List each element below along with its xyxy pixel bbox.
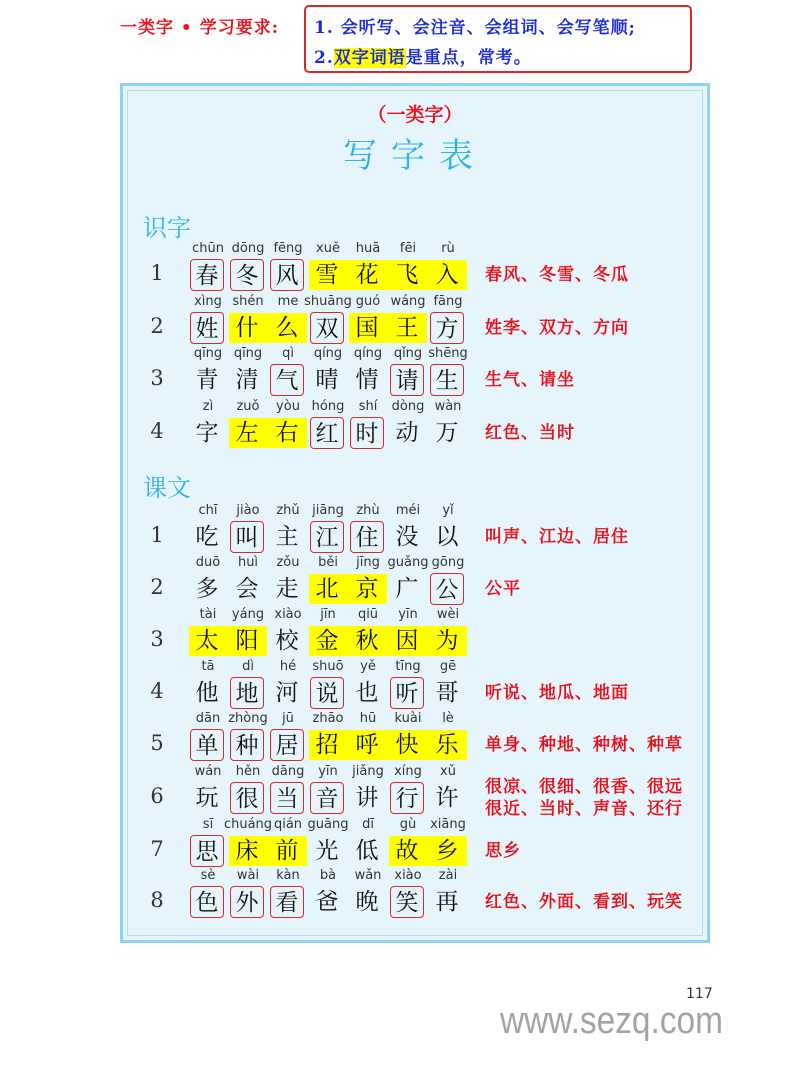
row-number: 8 (150, 888, 164, 912)
pinyin: xiào (394, 868, 422, 883)
example-words-line: 很近、当时、声音、还行 (485, 799, 683, 819)
boxed-character: 色 (190, 886, 224, 918)
pinyin: xíng (394, 764, 422, 779)
character: 床 (235, 838, 259, 864)
character: 北 (315, 576, 339, 602)
example-words-line: 姓李、双方、方向 (485, 318, 629, 338)
character: 动 (395, 420, 419, 446)
character: 晚 (355, 889, 379, 915)
example-words (485, 776, 683, 820)
watermark: www.sezq.com (500, 1000, 723, 1042)
row-number: 5 (150, 731, 164, 755)
character: 光 (315, 838, 339, 864)
pinyin: chūn (192, 241, 224, 256)
example-words (485, 891, 683, 913)
pinyin: tā (201, 659, 215, 674)
pinyin: kuài (394, 711, 422, 726)
pinyin: duō (195, 555, 221, 570)
boxed-character: 春 (190, 259, 224, 291)
pinyin: hū (359, 711, 377, 726)
character: 阳 (235, 628, 259, 654)
pinyin: kàn (276, 868, 300, 883)
row-number: 2 (150, 575, 164, 599)
character: 校 (275, 628, 299, 654)
pinyin: méi (395, 503, 421, 518)
pinyin: huì (237, 555, 259, 570)
row-number: 4 (150, 679, 164, 703)
section-heading: 识字 (143, 214, 191, 242)
pinyin: qián (273, 817, 303, 832)
pinyin: wáng (390, 294, 426, 309)
pinyin: jiǎng (352, 764, 384, 779)
pinyin: yáng (231, 607, 265, 622)
pinyin: xiào (274, 607, 302, 622)
example-words (485, 840, 521, 862)
character: 么 (275, 315, 299, 341)
example-words-line: 红色、外面、看到、玩笑 (485, 892, 683, 912)
character: 入 (435, 262, 459, 288)
example-words (485, 526, 629, 548)
pinyin: xǔ (440, 764, 456, 779)
character: 飞 (395, 262, 419, 288)
panel-subtitle: （一类字） (367, 104, 463, 126)
pinyin: zài (438, 868, 458, 883)
boxed-character: 住 (350, 521, 384, 553)
pinyin: yǐ (442, 503, 454, 518)
section-heading: 课文 (143, 474, 191, 502)
character: 爸 (315, 889, 339, 915)
requirement-number: 1. (314, 18, 334, 38)
page-title: 写字表 (343, 136, 487, 176)
row-number: 1 (150, 523, 164, 547)
example-words-line: 生气、请坐 (485, 370, 575, 390)
pinyin: sī (202, 817, 214, 832)
pinyin: rù (441, 241, 455, 256)
pinyin: zuǒ (236, 399, 260, 414)
pinyin: gē (439, 659, 457, 674)
pinyin: zǒu (276, 555, 300, 570)
boxed-character: 外 (230, 886, 264, 918)
boxed-character: 种 (230, 729, 264, 761)
pinyin: me (277, 294, 299, 309)
character: 吃 (195, 524, 219, 550)
requirement-number: 2. (314, 48, 334, 68)
boxed-character: 方 (430, 312, 464, 344)
pinyin: qīng (233, 346, 263, 361)
character: 什 (235, 315, 259, 341)
boxed-character: 笑 (390, 886, 424, 918)
example-words-line: 红色、当时 (485, 423, 575, 443)
character: 哥 (435, 680, 459, 706)
pinyin: qīng (193, 346, 223, 361)
pinyin: běi (318, 555, 338, 570)
example-words (485, 422, 575, 444)
example-words-line: 单身、种地、种树、种草 (485, 735, 683, 755)
character: 国 (355, 315, 379, 341)
example-words-line: 很凉、很细、很香、很远 (485, 777, 683, 797)
pinyin: wài (236, 868, 260, 883)
character: 许 (435, 785, 459, 811)
pinyin: wǎn (354, 868, 382, 883)
boxed-character: 冬 (230, 259, 264, 291)
character: 讲 (355, 785, 379, 811)
pinyin: zhǔ (276, 503, 300, 518)
character: 王 (395, 315, 419, 341)
character: 他 (195, 680, 219, 706)
example-words (485, 578, 521, 600)
requirement-text: 会听写、会注音、会组词、会写笔顺; (340, 18, 636, 38)
character: 河 (275, 680, 299, 706)
boxed-character: 音 (310, 782, 344, 814)
requirement-2 (314, 43, 532, 68)
example-words (485, 682, 629, 704)
pinyin: qíng (313, 346, 343, 361)
character: 雪 (315, 262, 339, 288)
pinyin: shuāng (304, 294, 352, 309)
character: 也 (355, 680, 379, 706)
example-words (485, 369, 575, 391)
pinyin: dòng (391, 399, 425, 414)
pinyin: xiāng (430, 817, 466, 832)
pinyin: wàn (434, 399, 462, 414)
character: 情 (355, 367, 379, 393)
boxed-character: 姓 (190, 312, 224, 344)
requirements-label: 一类字 • 学习要求: (120, 18, 279, 38)
pinyin: chuáng (223, 817, 273, 832)
boxed-character: 公 (430, 573, 464, 605)
row-number: 6 (150, 784, 164, 808)
boxed-character: 很 (230, 782, 264, 814)
pinyin: tīng (395, 659, 421, 674)
pinyin: guāng (307, 817, 349, 832)
character: 再 (435, 889, 459, 915)
character: 因 (395, 628, 419, 654)
pinyin: yīn (398, 607, 418, 622)
character: 青 (195, 367, 219, 393)
boxed-character: 请 (390, 364, 424, 396)
pinyin: shí (358, 399, 378, 414)
row-number: 3 (150, 627, 164, 651)
character: 走 (275, 576, 299, 602)
pinyin: fēng (273, 241, 303, 256)
pinyin: zhù (356, 503, 380, 518)
boxed-character: 双 (310, 312, 344, 344)
example-words-line: 思乡 (485, 841, 521, 861)
example-words-line: 叫声、江边、居住 (485, 527, 629, 547)
pinyin: jīn (320, 607, 336, 622)
character: 太 (195, 628, 219, 654)
example-words (485, 264, 629, 286)
boxed-character: 叫 (230, 521, 264, 553)
character: 主 (275, 524, 299, 550)
character: 万 (435, 420, 459, 446)
example-words-line: 听说、地瓜、地面 (485, 683, 629, 703)
pinyin: jiāng (312, 503, 344, 518)
pinyin: jū (282, 711, 294, 726)
character: 左 (235, 420, 259, 446)
row-number: 3 (150, 366, 164, 390)
character: 乐 (435, 732, 459, 758)
character: 以 (435, 524, 459, 550)
character: 前 (275, 838, 299, 864)
pinyin: xuě (316, 241, 340, 256)
writing-table-panel (120, 83, 710, 943)
pinyin: zhāo (312, 711, 344, 726)
pinyin: dōng (231, 241, 265, 256)
pinyin: qǐng (393, 346, 423, 361)
pinyin: fāng (433, 294, 463, 309)
pinyin: dì (242, 659, 254, 674)
page-number: 117 (686, 986, 713, 1002)
character: 招 (315, 732, 339, 758)
row-number: 7 (150, 837, 164, 861)
pinyin: yīn (318, 764, 338, 779)
pinyin: shuō (312, 659, 344, 674)
character: 清 (235, 367, 259, 393)
character: 玩 (195, 785, 219, 811)
character: 京 (355, 576, 379, 602)
character: 金 (315, 628, 339, 654)
example-words-line: 春风、冬雪、冬瓜 (485, 265, 629, 285)
character: 花 (355, 262, 379, 288)
character: 多 (195, 576, 219, 602)
pinyin: fēi (399, 241, 417, 256)
pinyin: hé (279, 659, 297, 674)
pinyin: shén (232, 294, 264, 309)
row-number: 2 (150, 314, 164, 338)
pinyin: shēng (428, 346, 468, 361)
boxed-character: 当 (270, 782, 304, 814)
pinyin: tài (199, 607, 217, 622)
boxed-character: 思 (190, 835, 224, 867)
boxed-character: 行 (390, 782, 424, 814)
pinyin: wèi (436, 607, 460, 622)
pinyin: qíng (353, 346, 383, 361)
pinyin: gōng (431, 555, 465, 570)
requirement-highlight: 双字词语 (333, 48, 406, 68)
character: 没 (395, 524, 419, 550)
pinyin: qiū (357, 607, 379, 622)
pinyin: zì (202, 399, 214, 414)
pinyin: qì (282, 346, 294, 361)
character: 广 (395, 576, 419, 602)
boxed-character: 居 (270, 729, 304, 761)
character: 秋 (355, 628, 379, 654)
pinyin: guó (355, 294, 381, 309)
pinyin: lè (442, 711, 454, 726)
boxed-character: 看 (270, 886, 304, 918)
character: 快 (395, 732, 419, 758)
boxed-character: 风 (270, 259, 304, 291)
pinyin: jīng (356, 555, 380, 570)
character: 右 (275, 420, 299, 446)
character: 字 (195, 420, 219, 446)
boxed-character: 说 (310, 677, 344, 709)
pinyin: chī (198, 503, 218, 518)
pinyin: gù (399, 817, 417, 832)
boxed-character: 生 (430, 364, 464, 396)
row-number: 4 (150, 419, 164, 443)
character: 乡 (435, 838, 459, 864)
character: 会 (235, 576, 259, 602)
character: 为 (435, 628, 459, 654)
pinyin: hěn (235, 764, 261, 779)
pinyin: yòu (276, 399, 300, 414)
pinyin: dī (362, 817, 374, 832)
boxed-character: 时 (350, 417, 384, 449)
pinyin: jiào (236, 503, 260, 518)
pinyin: bà (319, 868, 337, 883)
character: 故 (395, 838, 419, 864)
pinyin: wán (194, 764, 222, 779)
boxed-character: 地 (230, 677, 264, 709)
pinyin: hóng (311, 399, 345, 414)
boxed-character: 红 (310, 417, 344, 449)
pinyin: yě (360, 659, 376, 674)
requirements-box (304, 5, 692, 73)
character: 呼 (355, 732, 379, 758)
pinyin: guǎng (387, 555, 429, 570)
boxed-character: 单 (190, 729, 224, 761)
example-words-line: 公平 (485, 579, 521, 599)
example-words (485, 317, 629, 339)
pinyin: sè (200, 868, 216, 883)
requirement-text: 是重点，常考。 (405, 48, 532, 68)
pinyin: dāng (271, 764, 305, 779)
character: 低 (355, 838, 379, 864)
row-number: 1 (150, 261, 164, 285)
boxed-character: 江 (310, 521, 344, 553)
pinyin: dān (195, 711, 221, 726)
boxed-character: 气 (270, 364, 304, 396)
character: 晴 (315, 367, 339, 393)
boxed-character: 听 (390, 677, 424, 709)
pinyin: huā (355, 241, 381, 256)
requirement-1 (314, 13, 636, 38)
example-words (485, 734, 683, 756)
pinyin: xìng (194, 294, 222, 309)
pinyin: zhòng (228, 711, 268, 726)
